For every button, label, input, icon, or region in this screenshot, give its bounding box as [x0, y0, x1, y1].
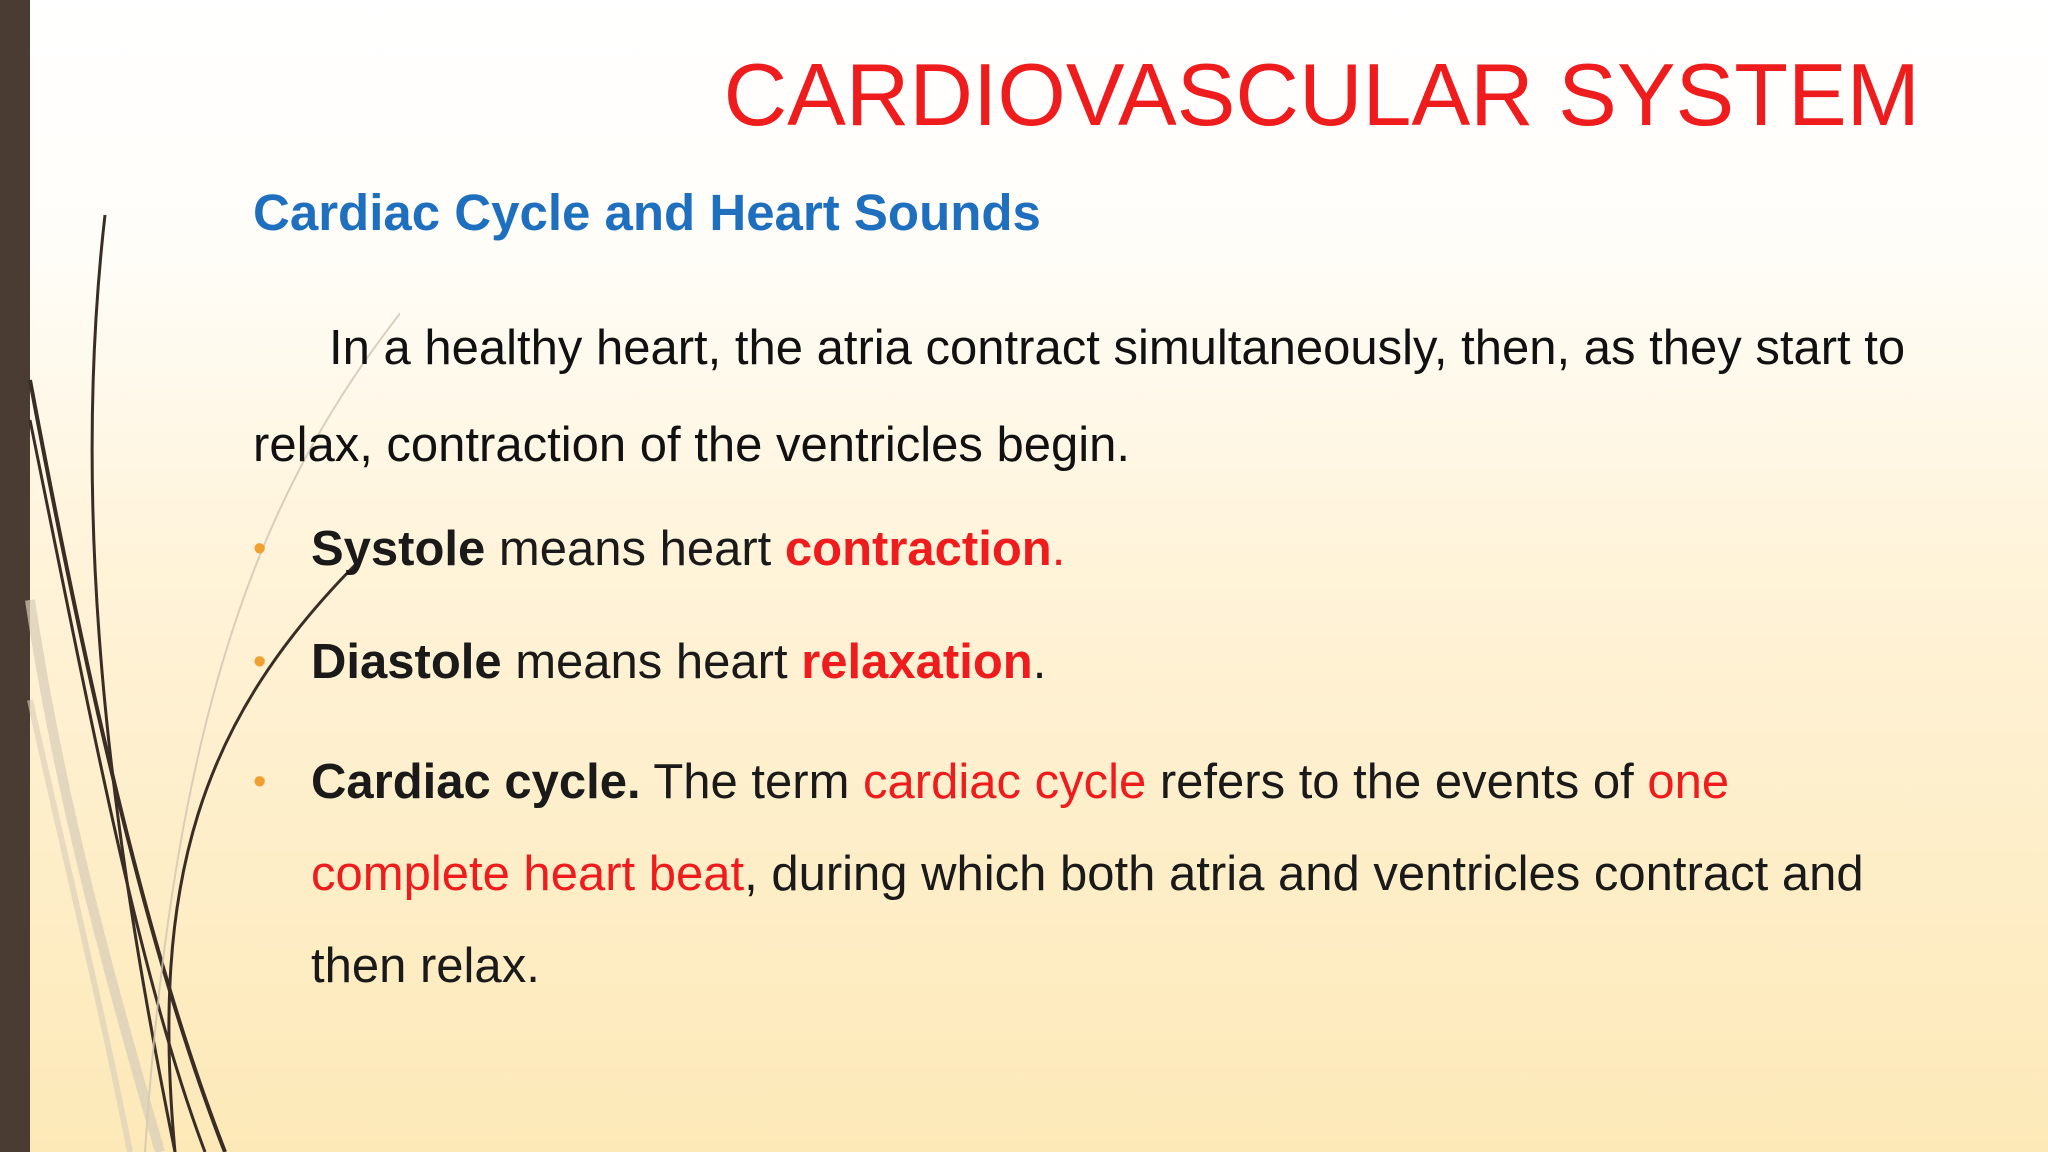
curve-light-2: [30, 600, 160, 1152]
bullet-term: Diastole: [311, 635, 502, 689]
bullet-icon: •: [253, 761, 267, 803]
slide-subtitle: Cardiac Cycle and Heart Sounds: [253, 184, 1041, 241]
bullet-text: , during which both atria and ventricles contract and then relax.: [311, 847, 1864, 993]
bullet-term: Cardiac cycle.: [311, 755, 641, 809]
intro-text: In a healthy heart, the atria contract simultaneously, then, as they start to relax, contraction of the ventricles begin.: [253, 321, 1906, 472]
bullet-systole: [253, 510, 1933, 588]
bullet-end: .: [1032, 635, 1047, 689]
bullet-highlight: cardiac cycle: [863, 755, 1147, 809]
bullet-icon: •: [253, 641, 267, 683]
bullet-text: means heart: [501, 635, 802, 689]
intro-paragraph: [253, 300, 1933, 494]
bullet-icon: •: [253, 528, 267, 570]
bullet-text: The term: [640, 755, 863, 809]
bullet-text: means heart: [485, 522, 785, 576]
bullet-highlight: contraction: [784, 522, 1052, 576]
curve-dark-3: [30, 420, 205, 1152]
bullet-end: .: [1051, 522, 1066, 576]
bullet-highlight: relaxation: [801, 635, 1033, 689]
bullet-diastole: [253, 623, 1933, 701]
bullet-term: Systole: [311, 522, 486, 576]
bullet-text: refers to the events of: [1146, 755, 1648, 809]
slide-title: CARDIOVASCULAR SYSTEM: [723, 45, 1920, 144]
bullet-cardiac-cycle: [253, 736, 1933, 1012]
curve-dark-1: [92, 215, 175, 1152]
bullet-highlight: one complete heart beat: [311, 755, 1730, 901]
bullet-list: [253, 510, 1933, 1033]
curve-light-3: [30, 700, 130, 1152]
